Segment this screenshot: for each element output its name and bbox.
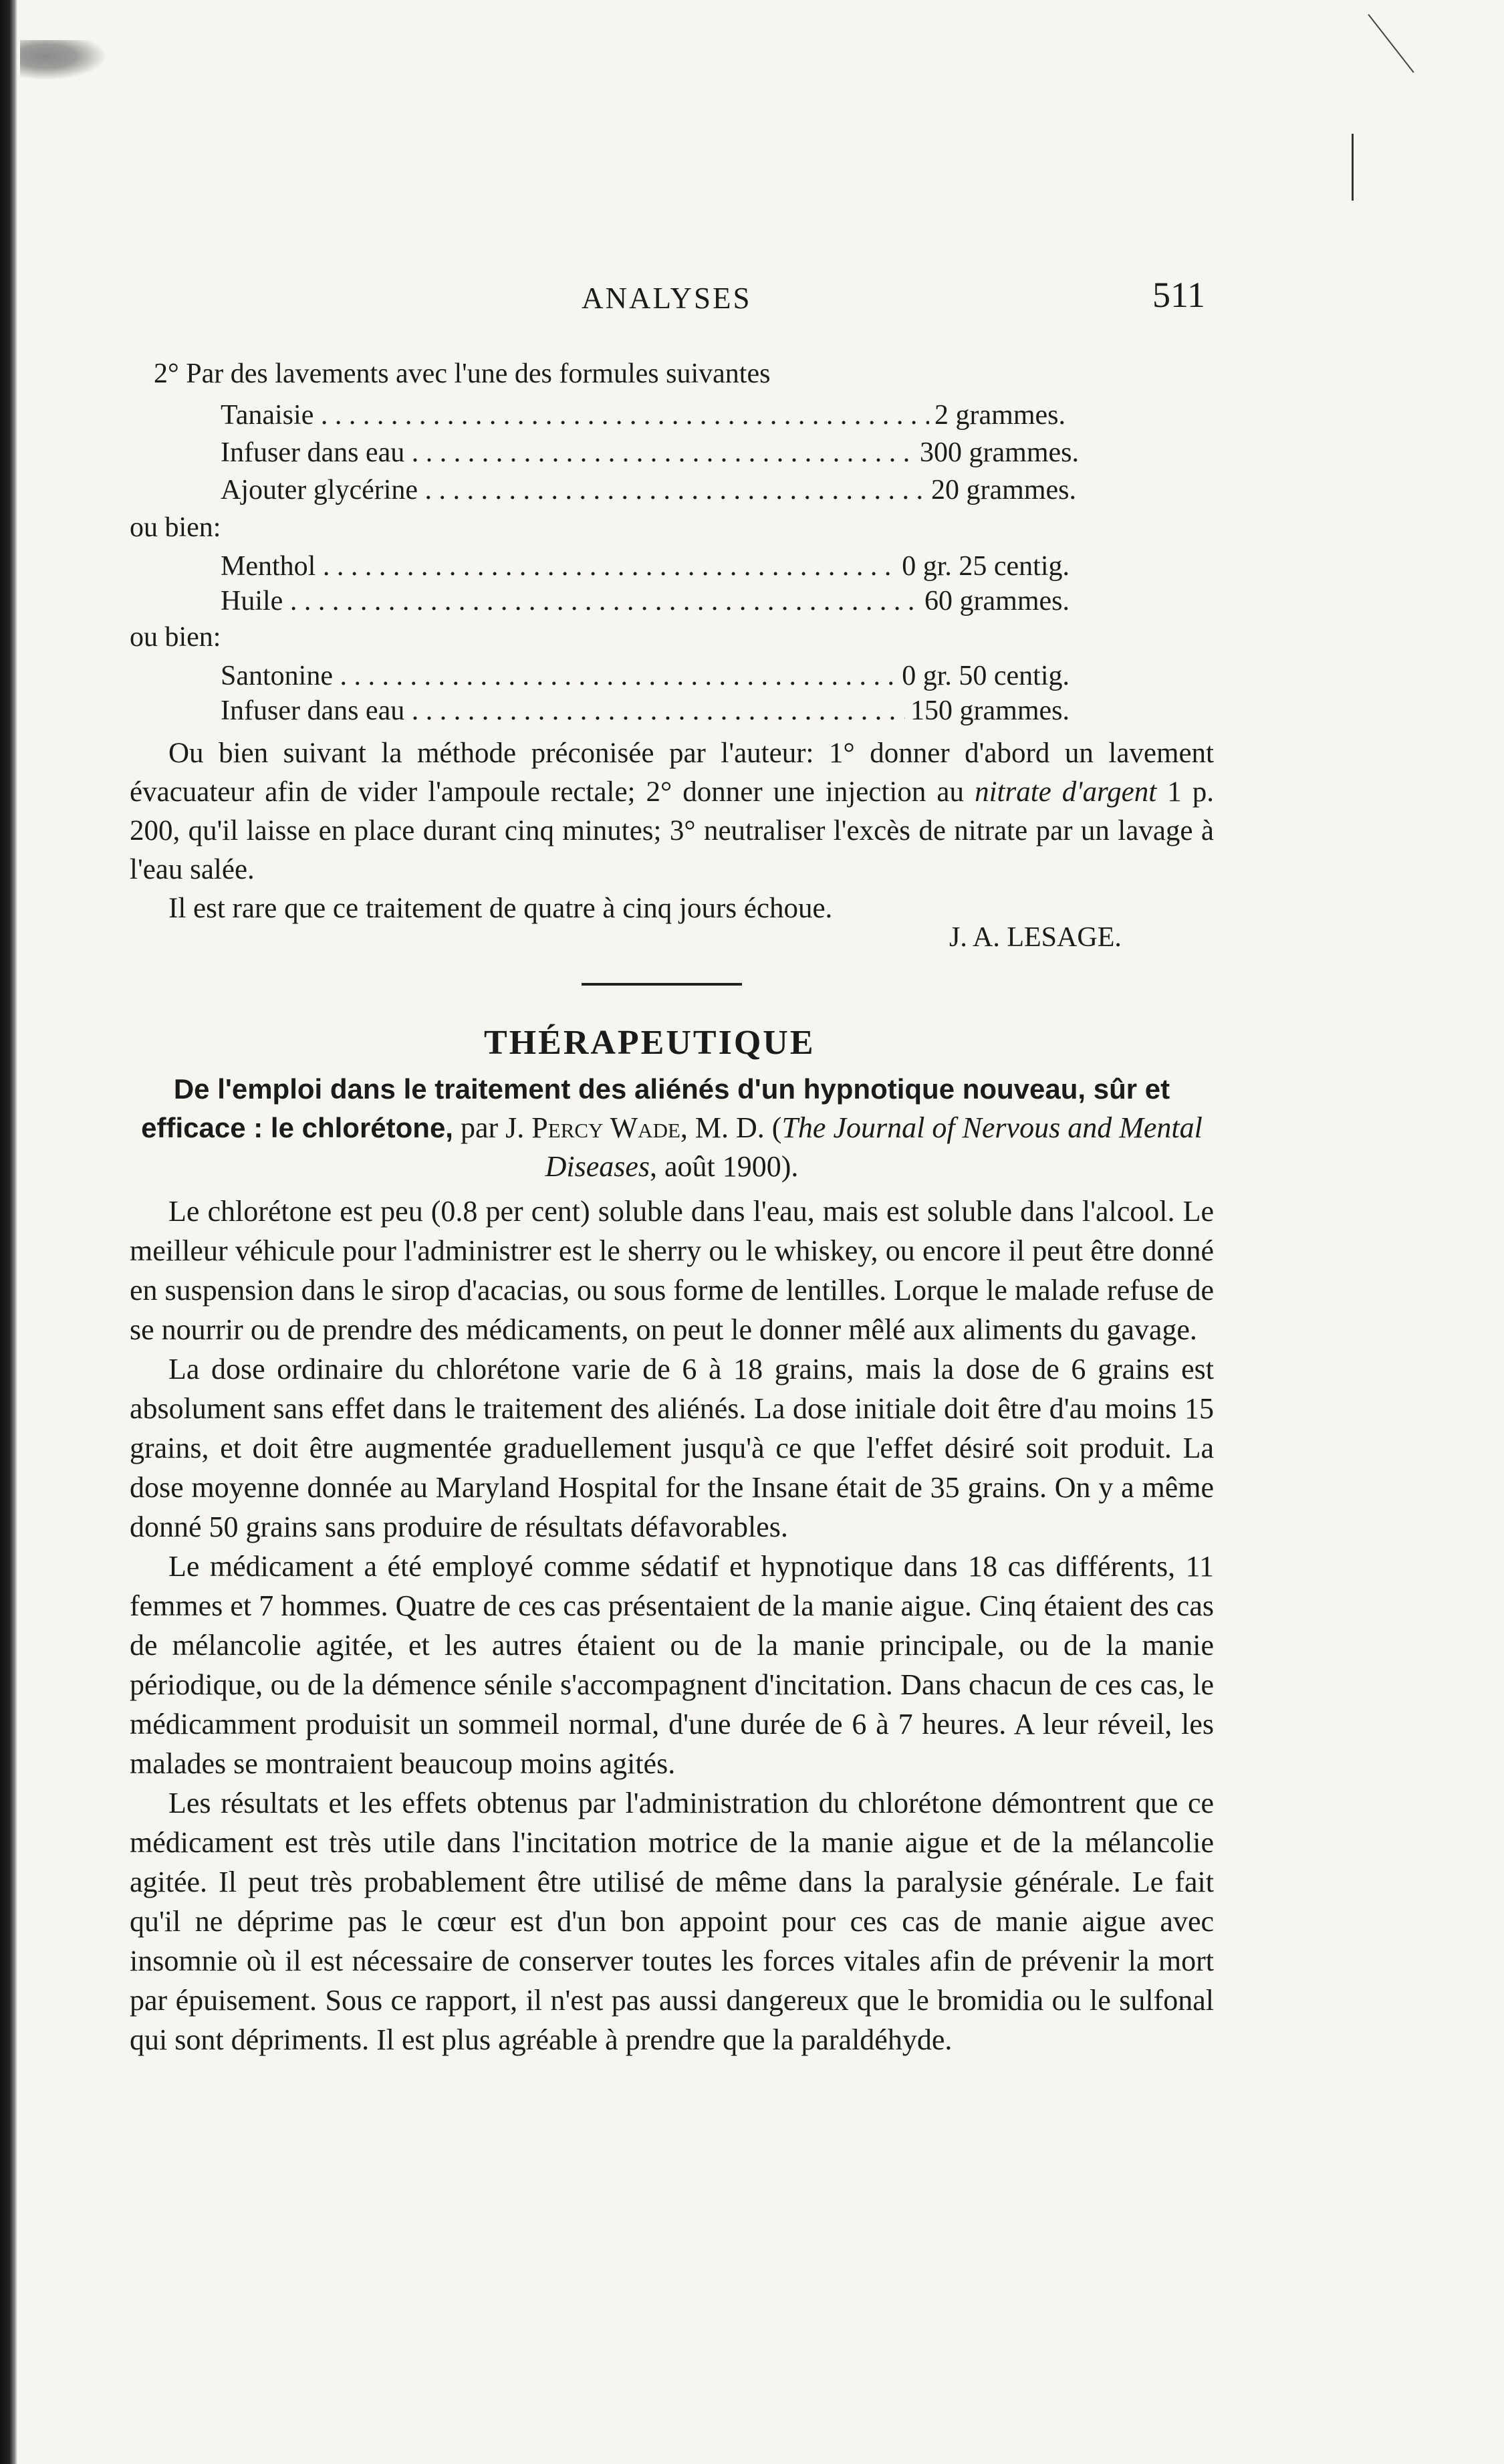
scan-pencil-mark (1364, 0, 1430, 60)
formula-line (221, 691, 1070, 730)
formula-ingredient: Tanaisie . . . (221, 396, 929, 435)
method-text-italic: nitrate d'argent (975, 776, 1157, 808)
section-divider (582, 983, 742, 986)
running-head: ANALYSES (582, 282, 752, 315)
formula-quantity: 20 grammes. (926, 471, 1076, 510)
formula-line (221, 433, 1079, 472)
formula-quantity: 0 gr. 25 centig. (896, 547, 1070, 586)
formula-ingredient: Ajouter glycérine . . . (221, 471, 926, 510)
method-text-part: 1 p. 200, qu'il laisse en place durant cinq minutes; 3° neutraliser l'excès de nitrate par un lavage à l'eau salée. (130, 776, 1215, 885)
method-text (130, 734, 1214, 889)
signature: J. A. LESAGE. (949, 922, 1122, 953)
formula-quantity: 150 grammes. (905, 691, 1070, 730)
article-heading (130, 1070, 1214, 1186)
article-date: , août 1900). (650, 1150, 799, 1183)
article-paragraph: Le chlorétone est peu (0.8 per cent) soluble dans l'eau, mais est soluble dans l'alcool. Le meilleur véhicule pour l'administrer est le sherry ou le whiskey, ou encore il peut être donné en suspension dans le sirop d'acacias, ou sous forme de lentilles. Lorque le malade refuse de se nourrir ou de prendre des médicaments, on peut le donner mêlé aux aliments du gavage. (130, 1195, 1214, 1346)
formula-ingredient: Infuser dans eau . . . (221, 433, 914, 472)
intro-line: 2° Par des lavements avec l'une des formules suivantes (154, 358, 771, 389)
article-author: Percy Wade (531, 1111, 680, 1144)
formula-quantity: 300 grammes. (914, 433, 1079, 472)
article-paragraph: La dose ordinaire du chlorétone varie de 6 à 18 grains, mais la dose de 6 grains est absolument sans effet dans le traitement des aliénés. La dose initiale doit être d'au moins 15 grains, et doit être augmentée graduellement jusqu'à ce que l'effet désiré soit produit. La dose moyenne donnée au Maryland Hospital for the Insane était de 35 grains. On y a même donné 50 grains sans produire de résultats défavorables. (130, 1353, 1214, 1543)
scan-binding-edge (0, 0, 17, 2464)
formula-line (221, 471, 1076, 510)
article-body (130, 1192, 1214, 2059)
rare-text: Il est rare que ce traitement de quatre à cinq jours échoue. (168, 893, 833, 924)
formula-line (221, 657, 1070, 695)
formula-line (221, 396, 1066, 435)
formula-ingredient: Huile . . . (221, 582, 919, 621)
article-degree: , M. D. ( (680, 1111, 782, 1144)
article-journal: The Journal of Nervous and Mental Diseases (545, 1111, 1203, 1183)
formula-line (221, 582, 1070, 621)
ou-bien-label: ou bien: (130, 622, 221, 653)
formula-quantity: 0 gr. 50 centig. (896, 657, 1070, 695)
formula-ingredient: Infuser dans eau . . . (221, 691, 905, 730)
scan-smudge (20, 40, 107, 80)
article-paragraph: Les résultats et les effets obtenus par l'administration du chlorétone démontrent que ce médicament est très utile dans l'incitation motrice de la manie aigue et de la mélancolie agitée. Il peut très probablement être utilisé de même dans la paralysie générale. Le fait qu'il ne déprime pas le cœur est d'un bon appoint pour ces cas de manie aigue avec insomnie où il est nécessaire de conserver toutes les forces vitales afin de prévenir la mort par épuisement. Sous ce rapport, il n'est pas aussi dangereux que le bromidia ou le sulfonal qui sont dépriments. Il est plus agréable à prendre que la paraldéhyde. (130, 1787, 1214, 2056)
formula-quantity: 60 grammes. (919, 582, 1070, 621)
formula-ingredient: Santonine . . . (221, 657, 896, 695)
article-title: De l'emploi dans le traitement des aliénés d'un hypnotique nouveau, sûr et efficace : le chlorétone, (141, 1073, 1170, 1143)
article-paragraph: Le médicament a été employé comme sédatif et hypnotique dans 18 cas différents, 11 femmes et 7 hommes. Quatre de ces cas présentaient de la manie aigue. Cinq étaient des cas de mélancolie agitée, et les autres étaient ou de la manie principale, ou de la manie périodique, ou de la démence sénile s'accompagnent d'incitation. Dans chacun de ces cas, le médicamment produisit un sommeil normal, d'une durée de 6 à 7 heures. A leur réveil, les malades se montraient beaucoup moins agités. (130, 1550, 1214, 1780)
ou-bien-label: ou bien: (130, 512, 221, 543)
formula-line (221, 547, 1070, 586)
page-number: 511 (1152, 275, 1205, 315)
scan-pencil-mark-vertical (1352, 134, 1354, 201)
article-by: par J. (453, 1111, 532, 1144)
formula-quantity: 2 grammes. (929, 396, 1066, 435)
section-title: THÉRAPEUTIQUE (484, 1024, 816, 1062)
method-text-part: Ou bien suivant la méthode préconisée par l'auteur: 1° donner d'abord un lavement évacuateur afin de vider l'ampoule rectale; 2° donner une injection au (130, 738, 1214, 808)
method-paragraph (130, 734, 1214, 928)
formula-ingredient: Menthol . . . (221, 547, 896, 586)
